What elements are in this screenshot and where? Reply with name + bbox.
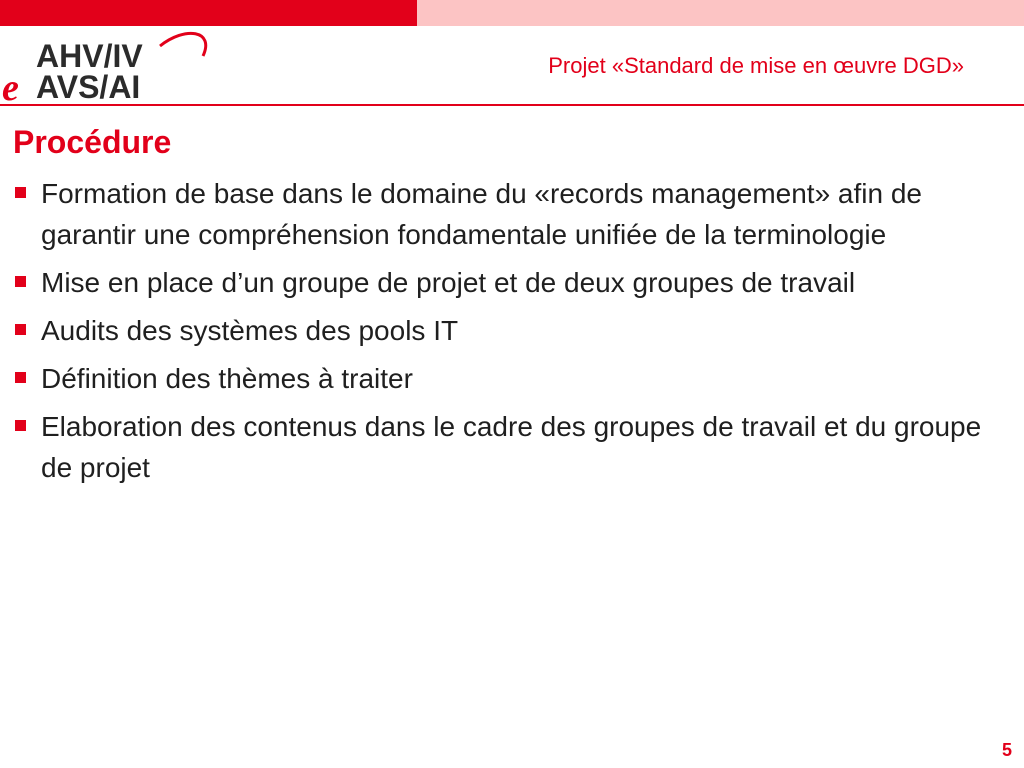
square-bullet-icon bbox=[15, 372, 26, 383]
bullet-text: Mise en place d’un groupe de projet et de deux groupes de travail bbox=[41, 267, 856, 298]
bullet-text: Définition des thèmes à traiter bbox=[41, 363, 413, 394]
page-number: 5 bbox=[1001, 740, 1012, 760]
bullet-text: Audits des systèmes des pools IT bbox=[41, 315, 459, 346]
square-bullet-icon bbox=[15, 324, 26, 335]
square-bullet-icon bbox=[15, 187, 26, 198]
logo-line1: AHV/IV bbox=[36, 38, 143, 74]
bullet-text: Formation de base dans le domaine du «records management» afin de garantir une compréhension fondamentale unifiée de la terminologie bbox=[41, 178, 922, 250]
square-bullet-icon bbox=[15, 276, 26, 287]
header-rule bbox=[0, 104, 1024, 106]
bullet-item bbox=[0, 262, 1024, 303]
bullet-item bbox=[0, 173, 1024, 255]
bullet-item bbox=[0, 406, 1024, 488]
header-title: Projet «Standard de mise en œuvre DGD» bbox=[548, 53, 964, 78]
bullet-text: Elaboration des contenus dans le cadre des groupes de travail et du groupe de projet bbox=[41, 411, 982, 483]
bullet-item bbox=[0, 358, 1024, 399]
bullet-list bbox=[0, 173, 1024, 495]
header-bar-pink bbox=[417, 0, 1024, 26]
ahv-avs-logo bbox=[0, 26, 220, 104]
header-bar-red bbox=[0, 0, 417, 26]
logo-e-mark: e bbox=[2, 67, 19, 104]
bullet-item bbox=[0, 310, 1024, 351]
slide-heading: Procédure bbox=[13, 124, 172, 160]
square-bullet-icon bbox=[15, 420, 26, 431]
logo-line2: AVS/AI bbox=[36, 69, 141, 104]
